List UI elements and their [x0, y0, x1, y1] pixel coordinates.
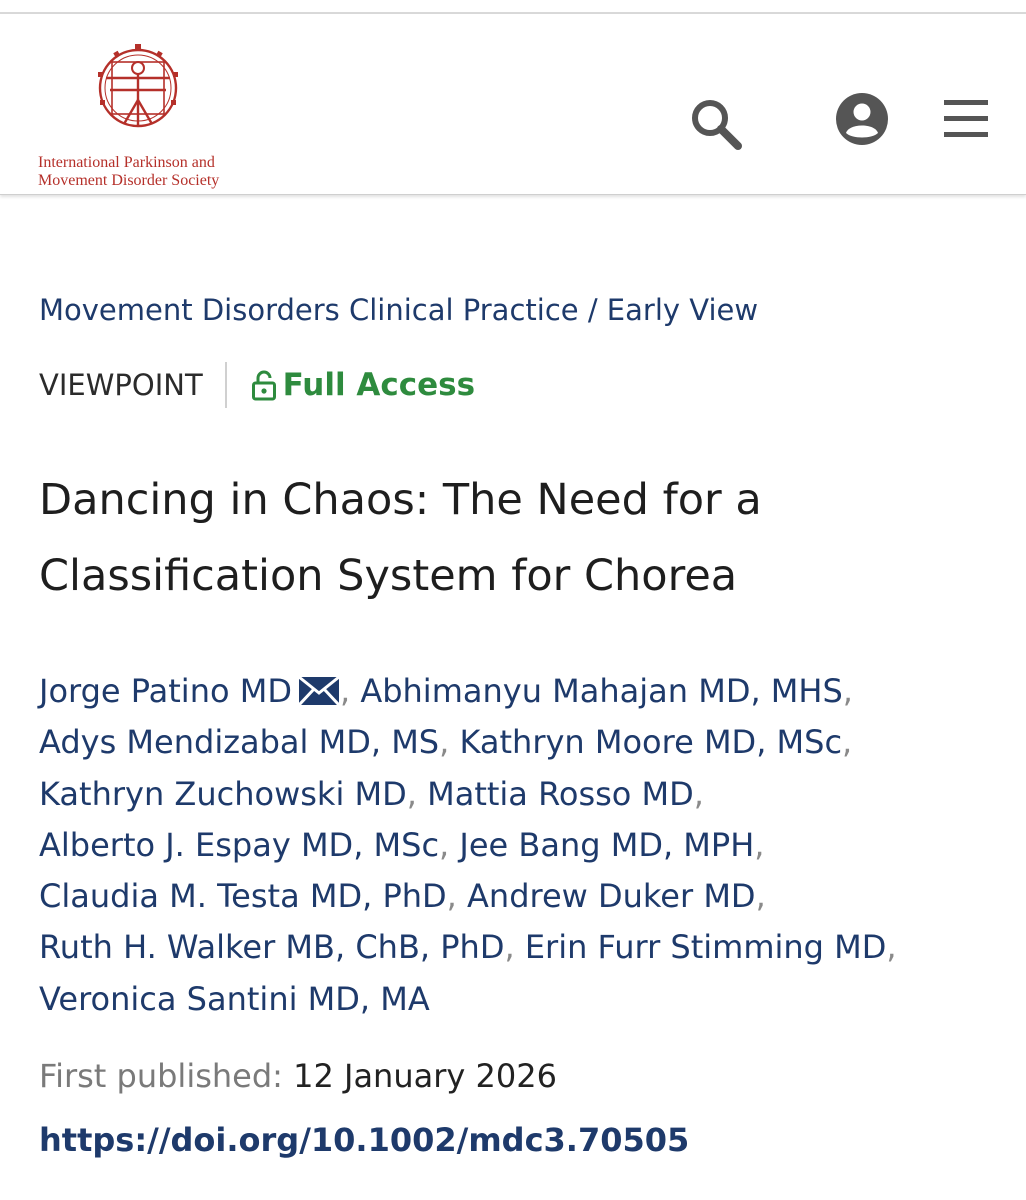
author-line	[39, 820, 999, 871]
author-link[interactable]: Jorge Patino MD	[39, 672, 292, 710]
access-badge: Full Access	[282, 367, 476, 403]
author-link[interactable]: Veronica Santini MD, MA	[39, 979, 430, 1018]
author-line	[39, 769, 999, 820]
author-separator: ,	[754, 825, 765, 864]
author-link[interactable]: Alberto J. Espay MD, MSc	[39, 825, 440, 864]
author-line	[39, 717, 999, 768]
title-line-1: Dancing in Chaos: The Need for a	[39, 475, 762, 525]
author-link[interactable]: Andrew Duker MD	[467, 877, 756, 916]
author-separator: ,	[842, 672, 853, 710]
author-link[interactable]: Adys Mendizabal MD, MS	[39, 723, 440, 762]
doi-link[interactable]: https://doi.org/10.1002/mdc3.70505	[39, 1121, 690, 1159]
author-link[interactable]: Erin Furr Stimming MD	[524, 928, 887, 967]
meta-divider	[225, 362, 227, 408]
title-line-2: Classification System for Chorea	[39, 551, 738, 601]
account-icon[interactable]	[835, 92, 889, 146]
author-separator: ,	[446, 877, 457, 916]
society-logo[interactable]	[36, 38, 246, 188]
logo-text	[38, 154, 248, 190]
author-link[interactable]: Kathryn Moore MD, MSc	[459, 723, 843, 762]
author-line	[39, 666, 999, 717]
logo-line-2: Movement Disorder Society	[38, 172, 220, 189]
author-separator: ,	[693, 774, 704, 813]
search-icon[interactable]	[688, 96, 744, 152]
author-link[interactable]: Jee Bang MD, MPH	[459, 825, 755, 864]
author-line	[39, 974, 999, 1025]
article-meta	[39, 362, 475, 408]
publication-info	[39, 1057, 557, 1095]
article-title	[39, 462, 999, 614]
author-separator: ,	[339, 672, 351, 710]
author-list	[39, 666, 999, 1025]
article-type: VIEWPOINT	[39, 368, 203, 402]
author-separator: ,	[406, 774, 417, 813]
first-published-date: 12 January 2026	[293, 1057, 557, 1095]
author-separator: ,	[842, 723, 853, 762]
author-link[interactable]: Claudia M. Testa MD, PhD	[39, 877, 447, 916]
author-separator: ,	[504, 928, 515, 967]
breadcrumb[interactable]: Movement Disorders Clinical Practice / Early View	[39, 293, 759, 327]
author-link[interactable]: Kathryn Zuchowski MD	[39, 774, 407, 813]
first-published-label: First published:	[39, 1057, 283, 1095]
site-header	[0, 14, 1026, 195]
open-lock-icon	[251, 369, 277, 401]
email-icon[interactable]	[298, 676, 340, 706]
author-separator: ,	[439, 723, 450, 762]
logo-line-1: International Parkinson and	[38, 154, 215, 171]
author-separator: ,	[439, 825, 450, 864]
author-separator: ,	[886, 928, 897, 967]
menu-icon[interactable]	[942, 98, 990, 140]
vitruvian-logo-icon	[90, 38, 186, 134]
author-link[interactable]: Abhimanyu Mahajan MD, MHS	[360, 672, 843, 710]
author-line	[39, 871, 999, 922]
author-link[interactable]: Ruth H. Walker MB, ChB, PhD	[39, 928, 505, 967]
author-separator: ,	[755, 877, 766, 916]
author-line	[39, 922, 999, 973]
author-link[interactable]: Mattia Rosso MD	[427, 774, 694, 813]
